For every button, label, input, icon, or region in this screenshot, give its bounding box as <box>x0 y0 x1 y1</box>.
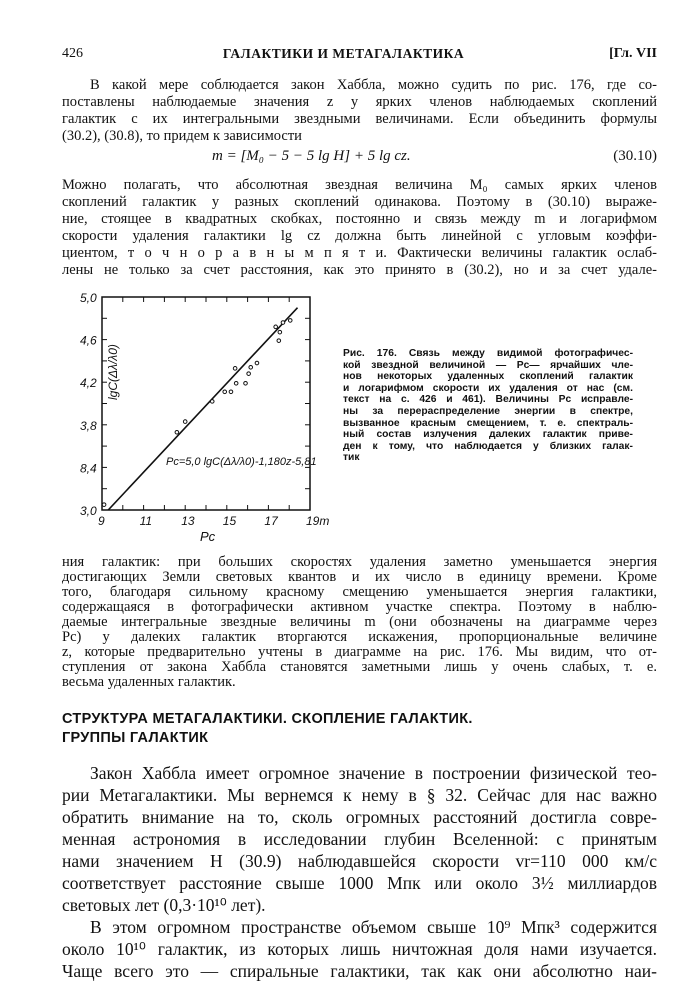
y-tick-label: 5,0 <box>80 291 97 305</box>
caption-line: ный состав излучения далеких галактик приве- <box>343 429 633 441</box>
caption-line: текст на с. 426 и 461). Величины Pc исправле- <box>343 394 633 406</box>
data-point <box>277 339 281 343</box>
data-point <box>278 330 282 334</box>
page-number: 426 <box>62 46 83 61</box>
y-tick-label: 3,0 <box>80 504 97 518</box>
text-line: содержащаяся в фотографически активном участке спектра. Поэтому в наблю- <box>62 600 657 615</box>
text-line: В этом огромном пространстве объемом свыше 10⁹ Мпк³ содержится <box>90 917 657 937</box>
caption-line: нов некоторых удаленных скоплений галактик <box>343 371 633 383</box>
text-line: ния галактик: при больших скоростях удаления заметно уменьшается энергия <box>62 555 657 570</box>
caption-line: ны за перераспределение энергии в спектре, <box>343 405 633 417</box>
data-point <box>175 430 179 434</box>
data-point <box>233 367 237 371</box>
running-title: ГАЛАКТИКИ И МЕТАГАЛАКТИКА <box>222 46 465 61</box>
y-axis-label: lgC(Δλ/λ0) <box>106 344 120 400</box>
y-tick-label: 4,6 <box>80 333 97 348</box>
text-line: рии Метагалактики. Мы вернемся к нему в § 32. Сейчас для нас важно <box>62 785 657 805</box>
data-point <box>102 503 106 507</box>
text-line: лены не только за счет расстояния, как это принято в (30.2), но и за счет удале- <box>62 262 657 278</box>
caption-line: вызванное красным смещением, т. е. спектраль- <box>343 417 633 429</box>
data-point <box>288 319 292 323</box>
x-tick-label: 9 <box>98 514 105 528</box>
fit-line <box>108 308 297 510</box>
caption-line: кой звездной величиной — Pc— ярчайших чле- <box>343 359 633 371</box>
data-point <box>249 365 253 369</box>
y-tick-label: 4,2 <box>80 376 97 391</box>
text-line: световых лет (0,3·10¹⁰ лет). <box>62 895 266 915</box>
text-line: ступления от закона Хаббла становятся заметными лишь у очень слабых, т. е. <box>62 660 657 675</box>
data-point <box>183 420 187 424</box>
text-line: галактик с их интегральными звездными величинами. Если объединить формулы <box>62 111 657 127</box>
x-tick-label: 13 <box>181 514 195 528</box>
text-line: циентом, т о ч н о р а в н ы м п я т и. Фактически величины галактик ослаб- <box>62 245 657 261</box>
caption-line: и логарифмом скорости их удаления от нас (см. <box>343 382 633 394</box>
data-point <box>274 325 278 329</box>
text-line: того, благодаря сильному красному смещению уменьшается энергия галактики, <box>62 585 657 600</box>
equation-formula: m = [M₀ − 5 − 5 lg H] + 5 lg cz. <box>212 148 411 164</box>
text-line: поставлены наблюдаемые значения z у ярких членов наблюдаемых скоплений <box>62 94 657 110</box>
text-line: Можно полагать, что абсолютная звездная величина M₀ самых ярких членов <box>62 177 657 193</box>
text-line: Чаще всего это — спиральные галактики, так как они абсолютно наи- <box>62 961 657 981</box>
x-tick-label: 17 <box>264 514 278 528</box>
text-line: весьма удаленных галактик. <box>62 675 236 690</box>
data-point <box>234 381 238 385</box>
caption-line: тик <box>343 452 360 464</box>
chapter-label: [Гл. VII <box>609 46 657 61</box>
text-line: z, которые предварительно учтены в диаграмме на рис. 176. Мы видим, что от- <box>62 645 657 660</box>
data-point <box>247 372 251 376</box>
text-line: около 10¹⁰ галактик, из которых лишь ничтожная доля нами изучается. <box>62 939 657 959</box>
text-line: скорости удаления галактики lg cz должна быть линейной с угловым коэффи- <box>62 228 657 244</box>
text-line: достигающих Земли световых квантов и их число в единицу времени. Кроме <box>62 570 657 585</box>
x-tick-label: 11 <box>139 514 153 528</box>
x-tick-label: 19m <box>306 514 330 528</box>
y-tick-label: 3,8 <box>80 418 97 433</box>
equation-number: (30.10) <box>613 148 657 164</box>
text-line: скоплений галактик у разных скоплений одинакова. Поэтому в (30.10) выраже- <box>62 194 657 210</box>
text-line: нами значением H (30.9) наблюдавшейся скорости vr=110 000 км/с <box>62 851 657 871</box>
x-tick-label: 15 <box>222 514 237 528</box>
data-point <box>223 390 227 394</box>
fit-equation-label: Pc=5,0 lgC(Δλ/λ0)-1,180z-5,81 <box>166 456 317 468</box>
data-point <box>281 321 285 325</box>
data-point <box>229 390 233 394</box>
plot-frame <box>102 297 310 510</box>
text-line: Закон Хаббла имеет огромное значение в построении физической тео- <box>90 763 657 783</box>
text-line: Pc) у далеких галактик вторгаются искажения, пропорциональные величине <box>62 630 657 645</box>
caption-line: ден к тому, что наблюдается у близких галак- <box>343 440 633 452</box>
text-line: В какой мере соблюдается закон Хаббла, можно судить по рис. 176, где со- <box>90 77 657 93</box>
text-line: даемые интегральные звездные величины m (они обозначены на диаграмме через <box>62 615 657 630</box>
data-point <box>210 400 214 404</box>
text-line: обратить внимание на то, сколь огромных расстояний достигла совре- <box>62 807 657 827</box>
y-tick-label: 8,4 <box>80 461 97 476</box>
text-line: менная астрономия в исследовании глубин Вселенной: с принятым <box>62 829 657 849</box>
x-axis-label: Pc <box>200 529 216 544</box>
text-line: соответствует расстояние свыше 1000 Мпк или около 3½ миллиардов <box>62 873 657 893</box>
section-heading-line-1: СТРУКТУРА МЕТАГАЛАКТИКИ. СКОПЛЕНИЕ ГАЛАКТИК. <box>62 711 473 727</box>
text-line: ние, стоящее в квадратных скобках, постоянно и связь между m и логарифмом <box>62 211 657 227</box>
caption-line: Рис. 176. Связь между видимой фотографичес- <box>343 348 633 359</box>
section-heading-line-2: ГРУППЫ ГАЛАКТИК <box>62 730 209 746</box>
text-line: (30.2), (30.8), то придем к зависимости <box>62 128 302 144</box>
data-point <box>255 361 259 365</box>
figure-caption <box>343 348 633 464</box>
data-point <box>244 381 248 385</box>
